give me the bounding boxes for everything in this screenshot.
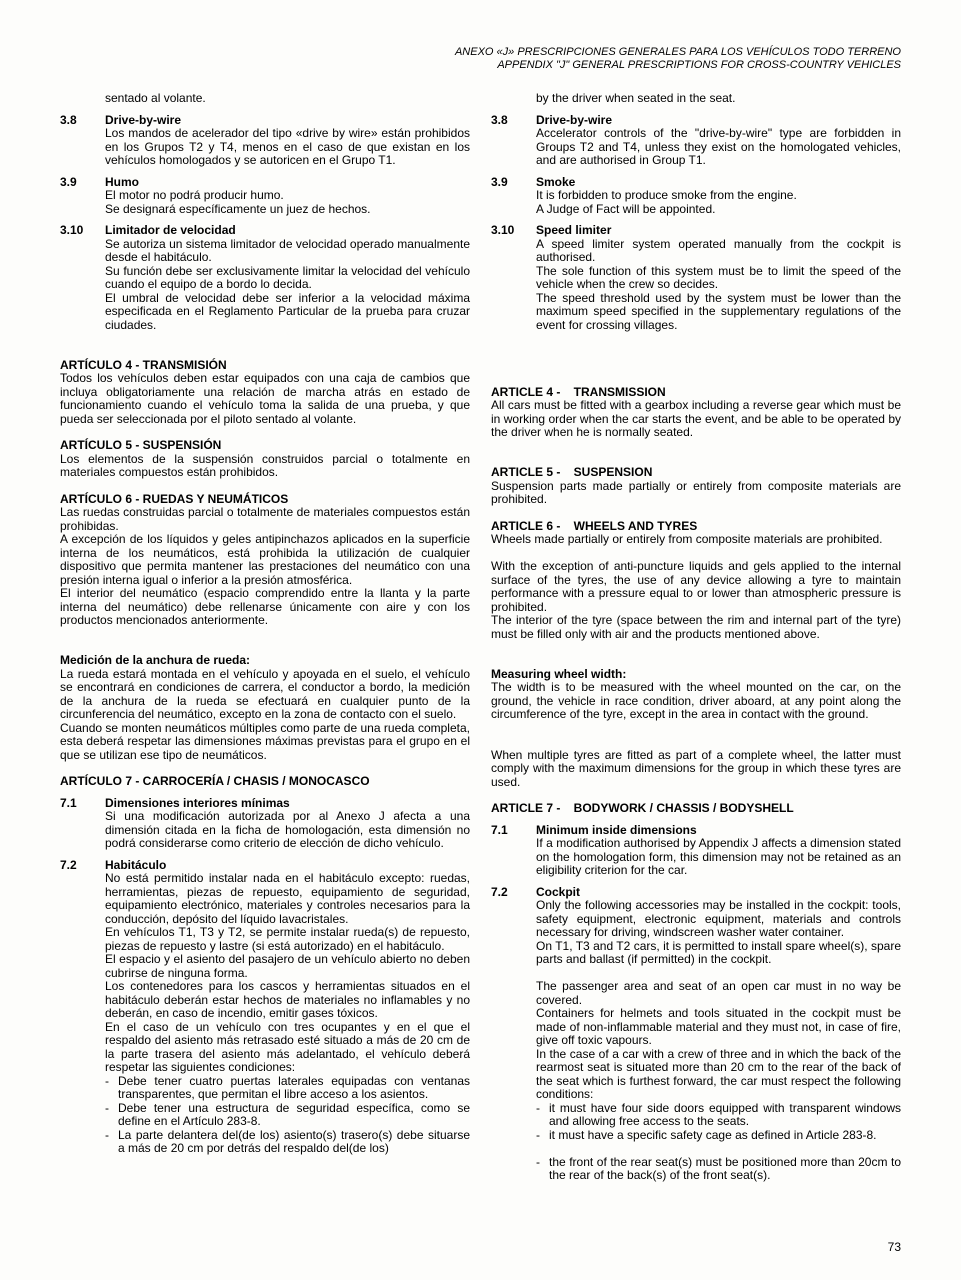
paragraph: When multiple tyres are fitted as part of a complete wheel, the latter must comply with the maximum dimensions for the group in which these tyres are used. [491, 747, 901, 789]
article-block [60, 359, 470, 427]
section-row [60, 224, 470, 332]
paragraph-gap [491, 547, 901, 561]
plain-block [536, 92, 901, 106]
article-block [491, 386, 901, 440]
paragraph-gap [491, 735, 901, 749]
paragraph: Los elementos de la suspensión construidos parcial o totalmente en materiales compuestos están prohibidos. [60, 451, 470, 479]
bullet-item [536, 1156, 901, 1183]
bullet-dash: - [105, 1100, 109, 1115]
section-row [491, 176, 901, 217]
section-title: Cockpit [536, 884, 581, 899]
section-number: 3.10 [491, 223, 515, 237]
section-body [536, 176, 901, 217]
section-title: Drive-by-wire [536, 112, 613, 127]
plain-block [105, 92, 470, 106]
section-title: Humo [105, 174, 139, 189]
vertical-gap [60, 332, 470, 346]
article-heading: ARTICLE 5 - SUSPENSION [491, 465, 653, 479]
paragraph: Cuando se monten neumáticos múltiples como parte de una rueda completa, esta deberá respetar las dimensiones máximas previstas para el grupo en el que se utilizan ese tipo de neumáticos. [60, 720, 470, 762]
section-body [105, 797, 470, 851]
numbered-block [60, 224, 470, 332]
paragraph-gap [536, 1142, 901, 1156]
article-heading: ARTÍCULO 6 - RUEDAS Y NEUMÁTICOS [60, 491, 289, 506]
paragraph-gap [536, 967, 901, 981]
vertical-gap [491, 641, 901, 655]
article-heading: ARTICLE 4 - TRANSMISSION [491, 384, 666, 399]
vertical-gap [491, 440, 901, 454]
bullet-item [536, 1129, 901, 1143]
numbered-block [491, 886, 901, 1183]
section-number: 3.9 [491, 174, 508, 189]
paragraph: On T1, T3 and T2 cars, it is permitted to install spare wheel(s), spare parts and ballast (if permitted) in the cockpit. [536, 938, 901, 966]
page-header [60, 46, 901, 72]
article-heading: ARTÍCULO 5 - SUSPENSIÓN [60, 438, 222, 452]
article-heading: ARTÍCULO 4 - TRANSMISIÓN [60, 357, 227, 372]
lead-block [60, 654, 470, 762]
paragraph: Se autoriza un sistema limitador de velocidad operado manualmente desde el habitáculo. [105, 236, 470, 264]
paragraph: El motor no podrá producir humo. [105, 188, 284, 202]
bullet-dash: - [105, 1073, 109, 1088]
paragraph: Se designará específicamente un juez de hechos. [105, 201, 371, 216]
paragraph: La rueda estará montada en el vehículo y apoyada en el suelo, el vehículo se encontrará en condiciones de carrera, el conductor a bordo, la medición de la anchura de la rueda se efectuará en cualquier punto de la circunferencia del neumático, excepto en la zona de contacto con el suelo. [60, 666, 470, 721]
paragraph: Los mandos de acelerador del tipo «drive by wire» están prohibidos en los Grupos T2 y T4, menos en el caso de que existan en los vehículos homologados y se autoricen en el Grupo T1. [105, 126, 470, 167]
paragraph: Containers for helmets and tools situated in the cockpit must be made of non-inflammable material and they must not, in case of fire, give off toxic vapours. [536, 1006, 901, 1047]
vertical-gap [491, 332, 901, 373]
section-title: Dimensiones interiores mínimas [105, 795, 290, 810]
paragraph: No está permitido instalar nada en el habitáculo excepto: ruedas, herramientas, piezas de repuesto, equipamiento de seguridad, equipamiento electrónico, materiales y controles necesarios para la conducción, depósito del líquido lavacristales. [105, 871, 470, 926]
bullet-text: Debe tener una estructura de seguridad específica, como se define en el Artículo 283-8. [118, 1100, 470, 1128]
section-title: Habitáculo [105, 857, 167, 872]
page-number: 73 [887, 1239, 901, 1254]
paragraph: Wheels made partially or entirely from composite materials are prohibited. [491, 532, 883, 546]
paragraph: A speed limiter system operated manually from the cockpit is authorised. [536, 236, 901, 264]
article-heading: ARTÍCULO 7 - CARROCERÍA / CHASIS / MONOCASCO [60, 774, 370, 788]
column-spanish [60, 92, 470, 1183]
numbered-block [60, 114, 470, 168]
bullet-dash: - [536, 1127, 540, 1142]
bullet-text: Debe tener cuatro puertas laterales equipadas con ventanas transparentes, que permitan el libre acceso a los asientos. [118, 1073, 470, 1101]
paragraph: The speed threshold used by the system must be lower than the maximum speed specified in the supplementary regulations of the event for crossing villages. [536, 290, 901, 332]
paragraph: The sole function of this system must be to limit the speed of the vehicle when the crew so decides. [536, 263, 901, 291]
paragraph: by the driver when seated in the seat. [536, 91, 736, 105]
section-number: 3.8 [491, 112, 508, 127]
paragraph: sentado al volante. [105, 91, 206, 105]
section-row [491, 886, 901, 1183]
section-title: Minimum inside dimensions [536, 822, 697, 837]
article-block [491, 802, 901, 816]
paragraph: All cars must be fitted with a gearbox including a reverse gear which must be in working order when the car starts the event, and be able to be operated by the driver when he is normally seated. [491, 398, 901, 439]
paragraph: With the exception of anti-puncture liquids and gels applied to the internal surface of the tyres, the use of any device allowing a tyre to maintain performance with a pressure equal to or lower than atmospheric pressure is prohibited. [491, 559, 901, 614]
numbered-block [491, 176, 901, 217]
article-block [491, 520, 901, 642]
section-body [105, 176, 470, 217]
section-body [105, 859, 470, 1156]
paragraph: The interior of the tyre (space between the rim and internal part of the tyre) must be filled only with air and the products mentioned above. [491, 613, 901, 641]
section-row [60, 859, 470, 1156]
section-title: Speed limiter [536, 223, 612, 237]
bullet-text: the front of the rear seat(s) must be positioned more than 20cm to the rear of the back(s) of the front seat(s). [549, 1154, 901, 1182]
section-body [105, 114, 470, 168]
article-heading: ARTICLE 7 - BODYWORK / CHASSIS / BODYSHELL [491, 801, 794, 815]
numbered-block [491, 114, 901, 168]
bullet-text: La parte delantera del(de los) asiento(s) trasero(s) debe situarse a más de 20 cm por detrás del respaldo del(de los) [118, 1127, 470, 1155]
section-body [536, 224, 901, 332]
section-body [105, 224, 470, 332]
paragraph: El interior del neumático (espacio comprendido entre la llanta y la parte interna del neumático) debe rellenarse únicamente con aire y con los productos mencionados anteriormente. [60, 586, 470, 627]
paragraph: El umbral de velocidad debe ser inferior a la velocidad máxima especificada en el Reglamento Particular de la prueba para cruzar ciudades. [105, 290, 470, 332]
bullet-text: it must have a specific safety cage as defined in Article 283-8. [549, 1127, 877, 1142]
article-block [60, 439, 470, 480]
paragraph: Suspension parts made partially or entirely from composite materials are prohibited. [491, 478, 901, 506]
paragraph: Todos los vehículos deben estar equipados con una caja de cambios que incluya obligatoriamente una relación de marcha atrás en estado de funcionamiento cuando el vehículo toma la salida de una prueba, y que pueda ser seleccionada por el piloto sentado al volante. [60, 371, 470, 426]
paragraph: Accelerator controls of the "drive-by-wire" type are forbidden in Groups T2 and T4, unless they exist on the homologated vehicles, and are authorised in Group T1. [536, 126, 901, 167]
paragraph: It is forbidden to produce smoke from the engine. [536, 188, 797, 202]
lead-heading: Measuring wheel width: [491, 666, 627, 681]
section-title: Limitador de velocidad [105, 223, 236, 237]
paragraph: Su función debe ser exclusivamente limitar la velocidad del vehículo cuando el equipo de a bordo lo decida. [105, 263, 470, 291]
section-row [60, 797, 470, 851]
paragraph: En vehículos T1, T3 y T2, se permite instalar rueda(s) de repuesto, piezas de repuesto y lastre (si está autorizado) en el habitáculo. [105, 925, 470, 953]
section-number: 7.1 [491, 822, 508, 837]
section-body [536, 824, 901, 878]
paragraph: The width is to be measured with the wheel mounted on the car, on the ground, the vehicle in race condition, driver aboard, at any point along the circumference of the tyre, except in the area in contact with the ground. [491, 680, 901, 721]
article-block [491, 466, 901, 507]
article-block [60, 493, 470, 628]
bullet-dash: - [105, 1127, 109, 1142]
section-number: 7.1 [60, 795, 77, 810]
paragraph: Only the following accessories may be installed in the cockpit: tools, safety equipment, electronic equipment, materials and controls necessary for driving, windscreen washer water container. [536, 898, 901, 939]
paragraph: A excepción de los líquidos y geles antipinchazos aplicados en la superficie interna de los neumáticos, está prohibida la utilización de cualquier dispositivo que permita mantener las prestaciones del neumático con una presión interna igual o inferior a la presión atmosférica. [60, 532, 470, 587]
bullet-text: it must have four side doors equipped with transparent windows and allowing free access to the seats. [549, 1100, 901, 1128]
section-number: 7.2 [60, 857, 77, 872]
paragraph: Las ruedas construidas parcial o totalmente de materiales compuestos están prohibidas. [60, 505, 470, 533]
header-title-english: APPENDIX "J" GENERAL PRESCRIPTIONS FOR CROSS-COUNTRY VEHICLES [497, 59, 901, 71]
bullet-item [105, 1129, 470, 1156]
bullet-item [105, 1102, 470, 1129]
article-block [60, 775, 470, 789]
paragraph: The passenger area and seat of an open car must in no way be covered. [536, 979, 901, 1007]
vertical-gap [60, 628, 470, 642]
two-column-layout [60, 92, 901, 1183]
lead-block [491, 668, 901, 790]
paragraph-gap [491, 722, 901, 736]
paragraph: El espacio y el asiento del pasajero de un vehículo abierto no deben cubrirse de ninguna forma. [105, 952, 470, 980]
section-number: 3.9 [60, 174, 77, 189]
bullet-item [536, 1102, 901, 1129]
section-title: Drive-by-wire [105, 112, 182, 127]
paragraph: En el caso de un vehículo con tres ocupantes y en el que el respaldo del asiento más retrasado esté situado a más de 20 cm de la parte trasera del asiento más adelantado, el vehículo deberá respetar las siguientes condiciones: [105, 1019, 470, 1074]
section-row [491, 114, 901, 168]
bullet-dash: - [536, 1154, 540, 1169]
paragraph: A Judge of Fact will be appointed. [536, 201, 716, 216]
article-heading: ARTICLE 6 - WHEELS AND TYRES [491, 518, 698, 533]
section-number: 3.10 [60, 223, 84, 237]
numbered-block [60, 176, 470, 217]
column-english [491, 92, 901, 1183]
section-number: 7.2 [491, 884, 508, 899]
numbered-block [60, 797, 470, 851]
lead-heading: Medición de la anchura de rueda: [60, 653, 251, 667]
paragraph: Si una modificación autorizada por al Anexo J afecta a una dimensión citada en la ficha de homologación, esta dimensión no podrá considerarse como criterio de elección de dicho vehículo. [105, 809, 470, 850]
section-number: 3.8 [60, 112, 77, 127]
paragraph: Los contenedores para los cascos y herramientas situados en el habitáculo deberán estar hechos de materiales no inflamables y no deberán, en caso de incendio, emitir gases tóxicos. [105, 979, 470, 1020]
bullet-dash: - [536, 1100, 540, 1115]
bullet-item [105, 1075, 470, 1102]
numbered-block [60, 859, 470, 1156]
section-row [60, 176, 470, 217]
section-body [536, 886, 901, 1183]
section-row [491, 824, 901, 878]
paragraph: If a modification authorised by Appendix J affects a dimension stated on the homologation form, this dimension may not be retained as an eligibility criterion for the car. [536, 836, 901, 877]
section-title: Smoke [536, 174, 576, 189]
numbered-block [491, 824, 901, 878]
paragraph: In the case of a car with a crew of three and in which the back of the rearmost seat is situated more than 20 cm to the rear of the back of the seat which is furthest forward, the car must respect the following conditions: [536, 1046, 901, 1101]
numbered-block [491, 224, 901, 332]
section-body [536, 114, 901, 168]
section-row [60, 114, 470, 168]
header-title-spanish: ANEXO «J» PRESCRIPCIONES GENERALES PARA LOS VEHÍCULOS TODO TERRENO [454, 46, 901, 58]
section-row [491, 224, 901, 332]
